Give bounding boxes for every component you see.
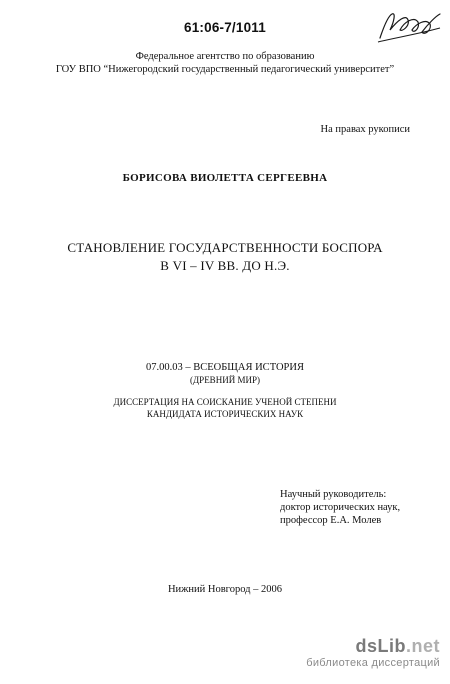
supervisor-name: профессор Е.А. Молев [280, 515, 382, 526]
dissertation-title-line-2: В VI – IV ВВ. ДО Н.Э. [160, 258, 290, 273]
dissertation-title-line-1: СТАНОВЛЕНИЕ ГОСУДАРСТВЕННОСТИ БОСПОРА [67, 240, 383, 255]
watermark-tagline: библиотека диссертаций [306, 657, 440, 669]
handwritten-signature [374, 8, 444, 46]
watermark-logo-domain: .net [405, 636, 440, 656]
dslib-watermark [270, 636, 440, 670]
city-year: Нижний Новгород – 2006 [167, 584, 283, 595]
degree-statement-line-2: КАНДИДАТА ИСТОРИЧЕСКИХ НАУК [146, 409, 304, 419]
supervisor-degree: доктор исторических наук, [280, 502, 401, 513]
supervisor-label: Научный руководитель: [280, 489, 387, 500]
specialty-subfield: (ДРЕВНИЙ МИР) [190, 375, 260, 385]
author-name: БОРИСОВА ВИОЛЕТТА СЕРГЕЕВНА [122, 172, 328, 184]
watermark-logo-main: dsLib [355, 636, 406, 656]
watermark-logo [270, 636, 440, 656]
university-name: ГОУ ВПО “Нижегородский государственный педагогический университет” [55, 64, 395, 75]
manuscript-rights-note: На правах рукописи [320, 124, 410, 135]
agency-name: Федеральное агентство по образованию [135, 51, 315, 62]
reference-number: 61:06-7/1011 [184, 20, 266, 35]
specialty-code: 07.00.03 – ВСЕОБЩАЯ ИСТОРИЯ [146, 362, 304, 373]
degree-statement-line-1: ДИССЕРТАЦИЯ НА СОИСКАНИЕ УЧЕНОЙ СТЕПЕНИ [113, 397, 337, 407]
